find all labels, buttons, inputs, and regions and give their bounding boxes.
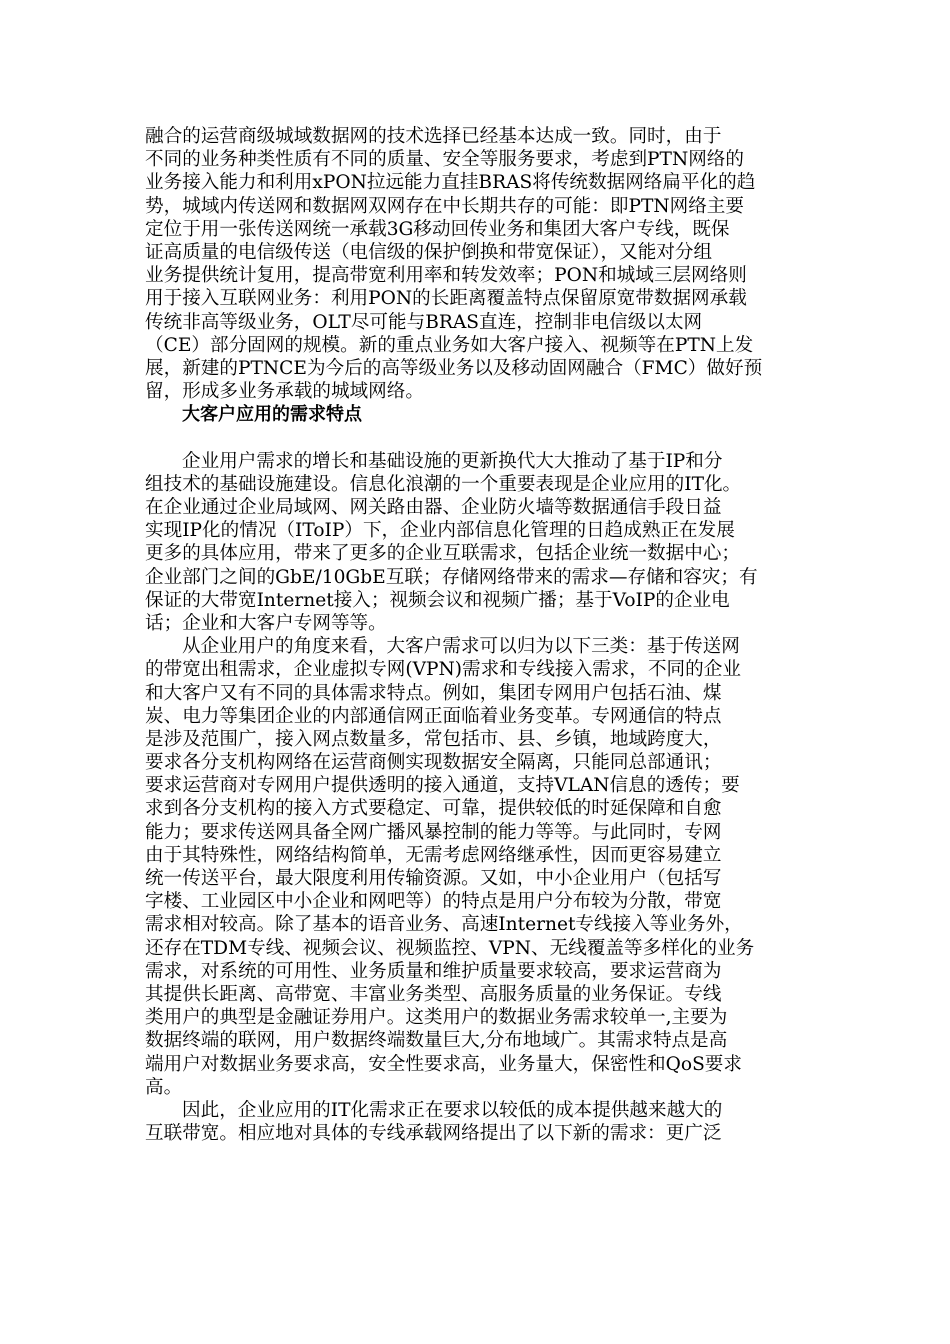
text-line: 类用户的典型是金融证券用户。这类用户的数据业务需求较单一,主要为	[145, 1007, 728, 1029]
text-line: 数据终端的联网，用户数据终端数量巨大,分布地域广。其需求特点是高	[145, 1030, 728, 1052]
text-line: 融合的运营商级城域数据网的技术选择已经基本达成一致。同时，由于	[145, 126, 722, 147]
blank-line	[145, 426, 813, 449]
text-line: 展，新建的PTNCE为今后的高等级业务以及移动固网融合（FMC）做好预	[145, 357, 763, 379]
text-line: 炭、电力等集团企业的内部通信网正面临着业务变革。专网通信的特点	[145, 705, 722, 727]
text-line: （CE）部分固网的规模。新的重点业务如大客户接入、视频等在PTN上发	[145, 334, 754, 356]
text-line: 保证的大带宽Internet接入；视频会议和视频广播；基于VoIP的企业电	[145, 589, 730, 611]
text-line: 需求，对系统的可用性、业务质量和维护质量要求较高，要求运营商为	[145, 960, 722, 982]
text-line: 的带宽出租需求，企业虚拟专网(VPN)需求和专线接入需求，不同的企业	[145, 659, 741, 681]
text-line: 用于接入互联网业务：利用PON的长距离覆盖特点保留原宽带数据网承载	[145, 288, 747, 310]
text-line: 企业部门之间的GbE/10GbE互联；存储网络带来的需求—存储和容灾；有	[145, 566, 758, 588]
text-line: 其提供长距离、高带宽、丰富业务类型、高服务质量的业务保证。专线	[145, 983, 722, 1005]
text-line: 证高质量的电信级传送（电信级的保护倒换和带宽保证），又能对分组	[145, 241, 713, 263]
text-line: 能力；要求传送网具备全网广播风暴控制的能力等等。与此同时，专网	[145, 821, 722, 843]
text-line: 留，形成多业务承载的城域网络。	[145, 381, 424, 403]
text-line: 更多的具体应用，带来了更多的企业互联需求，包括企业统一数据中心；	[145, 543, 741, 565]
text-line: 话；企业和大客户专网等等。	[145, 612, 387, 634]
text-line: 从企业用户的角度来看，大客户需求可以归为以下三类：基于传送网	[182, 636, 740, 658]
text-line: 要求运营商对专网用户提供透明的接入通道，支持VLAN信息的透传；要	[145, 775, 740, 797]
text-line: 实现IP化的情况（IToIP）下，企业内部信息化管理的日趋成熟正在发展	[145, 520, 735, 542]
text-line: 是涉及范围广，接入网点数量多，常包括市、县、乡镇，地域跨度大，	[145, 728, 722, 750]
text-line: 和大客户又有不同的具体需求特点。例如，集团专网用户包括石油、煤	[145, 682, 722, 704]
text-line: 业务接入能力和利用xPON拉远能力直挂BRAS将传统数据网络扁平化的趋	[145, 172, 756, 194]
paragraph-1	[145, 125, 813, 403]
text-line: 组技术的基础设施建设。信息化浪潮的一个重要表现是企业应用的IT化。	[145, 473, 742, 495]
text-line: 字楼、工业园区中小企业和网吧等）的特点是用户分布较为分散，带宽	[145, 891, 722, 913]
text-line: 在企业通过企业局域网、网关路由器、企业防火墙等数据通信手段日益	[145, 497, 722, 518]
text-line: 要求各分支机构网络在运营商侧实现数据安全隔离，只能同总部通讯；	[145, 752, 722, 774]
document-body	[145, 125, 813, 1145]
text-line: 业务提供统计复用，提高带宽利用率和转发效率；PON和城域三层网络则	[145, 265, 747, 287]
text-line: 企业用户需求的增长和基础设施的更新换代大大推动了基于IP和分	[182, 450, 723, 472]
text-line: 定位于用一张传送网统一承载3G移动回传业务和集团大客户专线，既保	[145, 218, 730, 240]
paragraph-3	[145, 635, 813, 1099]
text-line: 端用户对数据业务要求高，安全性要求高，业务量大，保密性和QoS要求	[145, 1053, 742, 1075]
text-line: 不同的业务种类性质有不同的质量、安全等服务要求，考虑到PTN网络的	[145, 149, 744, 171]
text-line: 互联带宽。相应地对具体的专线承载网络提出了以下新的需求：更广泛	[145, 1123, 722, 1145]
text-line: 需求相对较高。除了基本的语音业务、高速Internet专线接入等业务外，	[145, 914, 743, 936]
text-line: 统一传送平台，最大限度利用传输资源。又如，中小企业用户（包括写	[145, 868, 722, 889]
text-line: 由于其特殊性，网络结构简单，无需考虑网络继承性，因而更容易建立	[145, 844, 722, 866]
text-line: 因此，企业应用的IT化需求正在要求以较低的成本提供越来越大的	[182, 1099, 723, 1121]
section-heading: 大客户应用的需求特点	[182, 404, 362, 426]
text-line: 传统非高等级业务，OLT尽可能与BRAS直连，控制非电信级以太网	[145, 311, 703, 333]
text-line: 求到各分支机构的接入方式要稳定、可靠，提供较低的时延保障和自愈	[145, 798, 722, 820]
paragraph-4	[145, 1099, 813, 1145]
text-line: 势，城域内传送网和数据网双网存在中长期共存的可能：即PTN网络主要	[145, 195, 744, 217]
paragraph-2	[145, 450, 813, 636]
text-line: 还存在TDM专线、视频会议、视频监控、VPN、无线覆盖等多样化的业务	[145, 937, 755, 959]
text-line: 高。	[145, 1076, 183, 1098]
